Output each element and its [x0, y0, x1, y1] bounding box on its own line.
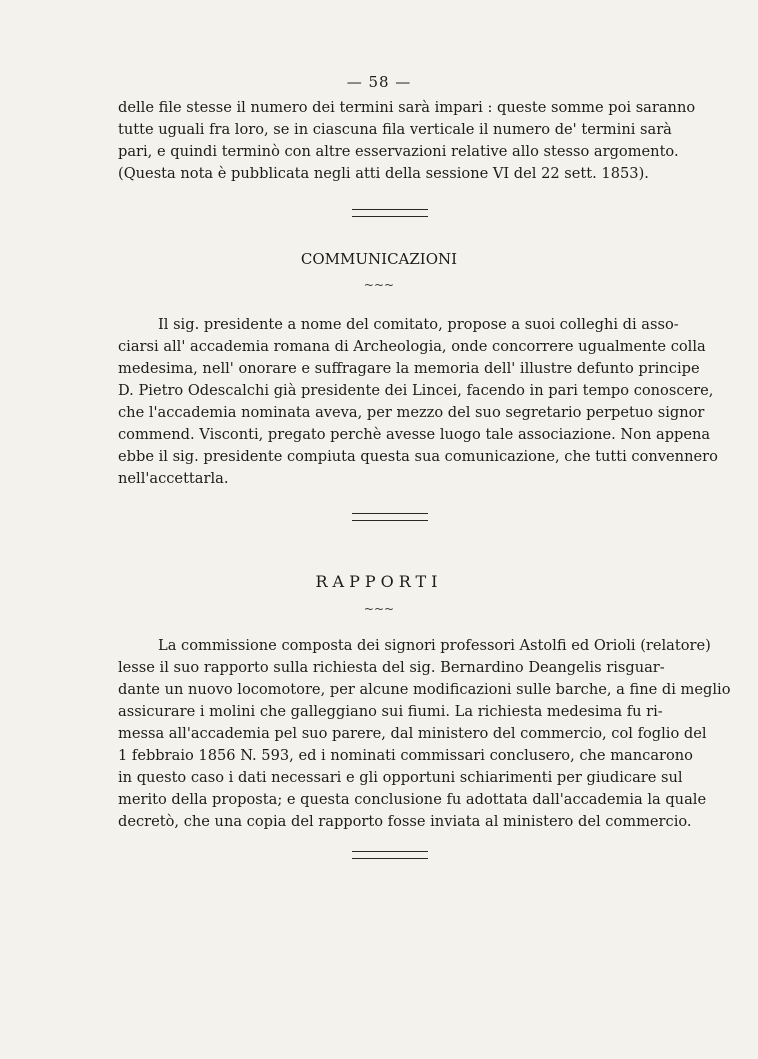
intro-paragraph	[118, 97, 696, 185]
text-line: (Questa nota è pubblicata negli atti della sessione VI del 22 sett. 1853).	[118, 165, 649, 182]
text-line: D. Pietro Odescalchi già presidente dei Lincei, facendo in pari tempo conoscere,	[118, 382, 714, 399]
section-heading-rapporti: RAPPORTI	[315, 572, 443, 591]
page-number: — 58 —	[346, 73, 412, 91]
text-line: merito della proposta; e questa conclusione fu adottata dall'accademia la quale	[118, 791, 707, 808]
text-line: lesse il suo rapporto sulla richiesta del sig. Bernardino Deangelis risguar-	[118, 659, 665, 676]
text-line: ciarsi all' accademia romana di Archeologia, onde concorrere ugualmente colla	[118, 338, 706, 355]
text-line: assicurare i molini che galleggiano sui fiumi. La richiesta medesima fu ri-	[118, 703, 663, 720]
text-line: 1 febbraio 1856 N. 593, ed i nominati commissari conclusero, che mancarono	[118, 747, 693, 764]
text-line: nell'accettarla.	[118, 470, 229, 487]
section-divider	[352, 851, 428, 859]
text-line: ebbe il sig. presidente compiuta questa sua comunicazione, che tutti convennero	[118, 448, 718, 465]
text-line: medesima, nell' onorare e suffragare la memoria dell' illustre defunto principe	[118, 360, 700, 377]
heading-ornament: ~~~	[363, 278, 395, 292]
text-line: in questo caso i dati necessari e gli opportuni schiarimenti per giudicare sul	[118, 769, 683, 786]
text-line: pari, e quindi terminò con altre esservazioni relative allo stesso argomento.	[118, 143, 679, 160]
section-heading-communicazioni: COMMUNICAZIONI	[300, 250, 458, 268]
text-line: Il sig. presidente a nome del comitato, propose a suoi colleghi di asso-	[158, 316, 679, 333]
communicazioni-paragraph	[118, 314, 718, 490]
section-divider	[352, 209, 428, 217]
heading-ornament: ~~~	[363, 602, 395, 616]
text-line: messa all'accademia pel suo parere, dal ministero del commercio, col foglio del	[118, 725, 707, 742]
text-line: commend. Visconti, pregato perchè avesse luogo tale associazione. Non appena	[118, 426, 711, 443]
text-line: dante un nuovo locomotore, per alcune modificazioni sulle barche, a fine di meglio	[118, 681, 731, 698]
text-line: La commissione composta dei signori professori Astolfi ed Orioli (relatore)	[158, 637, 711, 654]
text-line: che l'accademia nominata aveva, per mezzo del suo segretario perpetuo signor	[118, 404, 705, 421]
section-divider	[352, 513, 428, 521]
text-line: decretò, che una copia del rapporto fosse inviata al ministero del commercio.	[118, 813, 692, 830]
rapporti-paragraph	[118, 635, 731, 833]
text-line: tutte uguali fra loro, se in ciascuna fila verticale il numero de' termini sarà	[118, 121, 672, 138]
text-line: delle file stesse il numero dei termini sarà impari : queste somme poi saranno	[118, 99, 696, 116]
